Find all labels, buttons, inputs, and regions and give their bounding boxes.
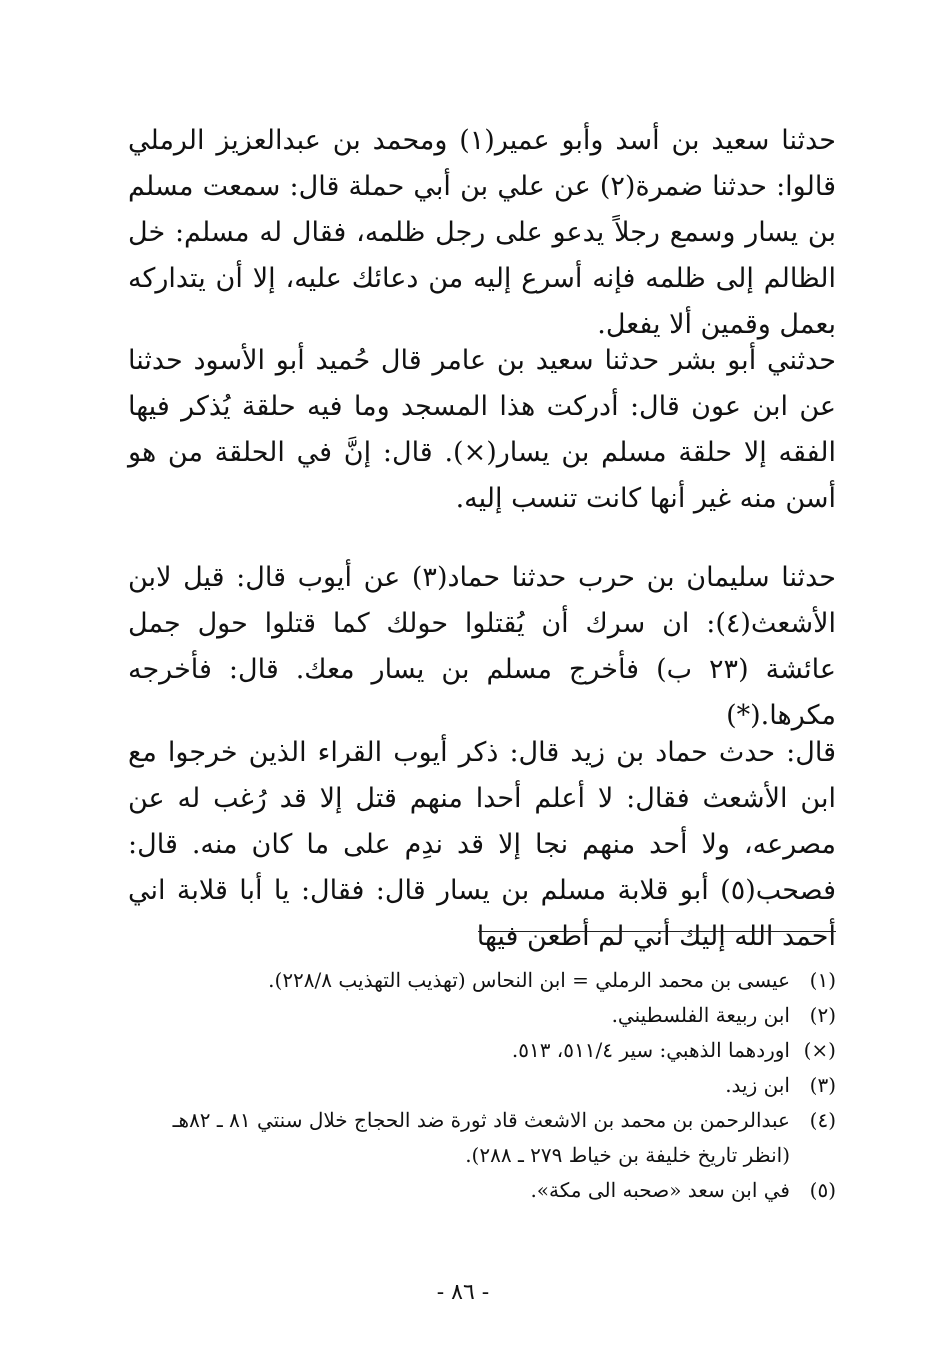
footnote-marker: (٥) <box>809 1178 836 1202</box>
footnote-marker: (×) <box>803 1038 836 1062</box>
paragraph-3: حدثنا سليمان بن حرب حدثنا حماد(٣) عن أيوب قال: قيل لابن الأشعث(٤): ان سرك أن يُقتلوا حولك كما قتلوا حول جمل عائشة (٢٣ ب) فأخرج مسلم بن يسار معك. قال: فأخرجه مكرها.(*) <box>128 562 837 731</box>
footnote-marker: (١) <box>809 968 836 992</box>
page-number: - ٨٦ - <box>436 1280 490 1305</box>
footnote-text: عبدالرحمن بن محمد بن الاشعث قاد ثورة ضد الحجاج خلال سنتي ٨١ ـ ٨٢هـ (انظر تاريخ خليفة بن خياط ٢٧٩ ـ ٢٨٨). <box>172 1108 790 1167</box>
footnote-text: ابن ربيعة الفلسطيني. <box>611 1003 790 1027</box>
footnote-marker: (٤) <box>809 1108 836 1132</box>
footnote-text: في ابن سعد «صحبه الى مكة». <box>530 1178 790 1202</box>
footnote-item <box>150 1103 836 1173</box>
footnote-item <box>150 1068 836 1103</box>
paragraph-1: حدثنا سعيد بن أسد وأبو عمير(١) ومحمد بن عبدالعزيز الرملي قالوا: حدثنا ضمرة(٢) عن علي بن أبي حملة قال: سمعت مسلم بن يسار وسمع رجلاً يدعو على رجل ظلمه، فقال له مسلم: خل الظالم إلى ظلمه فإنه أسرع إليه من دعائك عليه، إلا أن يتداركه بعمل وقمين ألا يفعل. <box>128 125 836 340</box>
footnote-text: اوردهما الذهبي: سير ٥١١/٤، ٥١٣. <box>511 1038 790 1062</box>
footnote-item <box>150 998 836 1033</box>
paragraph-4: قال: حدث حماد بن زيد قال: ذكر أيوب القراء الذين خرجوا مع ابن الأشعث فقال: لا أعلم أحدا منهم قتل إلا قد رُغب له عن مصرعه، ولا أحد منهم نجا إلا قد ندِم على ما كان منه. قال: فصحب(٥) أبو قلابة مسلم بن يسار قال: فقال: يا أبا قلابة اني أحمد الله إليك أني لم أطعن فيها <box>128 737 836 952</box>
footnote-item <box>150 963 836 998</box>
footnote-item <box>150 1033 836 1068</box>
footnote-marker: (٣) <box>809 1073 836 1097</box>
footnote-item <box>150 1173 836 1208</box>
paragraph-2: حدثني أبو بشر حدثنا سعيد بن عامر قال حُميد أبو الأسود حدثنا عن ابن عون قال: أدركت هذا المسجد وما فيه حلقة يُذكر فيها الفقه إلا حلقة مسلم بن يسار(×). قال: إنَّ في الحلقة من هو أسن منه غير أنها كانت تنسب إليه. <box>128 345 836 514</box>
footnote-marker: (٢) <box>809 1003 836 1027</box>
footnote-text: ابن زيد. <box>725 1073 790 1097</box>
footnote-text: عيسى بن محمد الرملي = ابن النحاس (تهذيب التهذيب ٢٢٨/٨). <box>268 968 790 992</box>
footnotes-list <box>150 963 836 1208</box>
footnote-divider <box>478 931 836 932</box>
